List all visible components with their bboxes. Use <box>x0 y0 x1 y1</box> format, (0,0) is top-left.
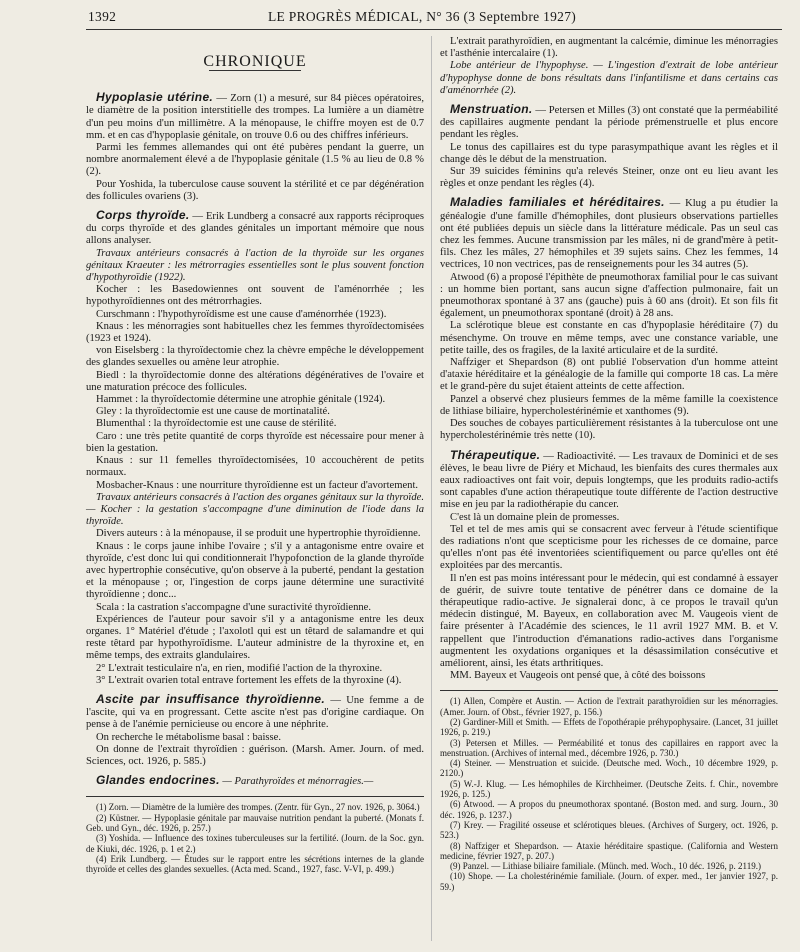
paragraph: Hammet : la thyroïdectomie détermine une atrophie génitale (1924). <box>96 394 386 406</box>
paragraph: Expériences de l'auteur pour savoir s'il y a antagonisme entre les deux organes. 1° Matériel d'étude ; l'axolotl qui est un têtard de salamandre et qui reste têtard par hypothyroïdisme. L'auteur administre de la thyroxine et, en même temps, des extraits glandulaires. <box>86 613 424 662</box>
running-header <box>88 9 780 29</box>
paragraph: Knaus : les ménorragies sont habituelles chez les femmes thyroïdectomisées (1923 et 1924). <box>86 320 424 345</box>
page-number: 1392 <box>88 9 117 24</box>
paragraph: L'extrait parathyroïdien, en augmentant la calcémie, diminue les ménorragies et l'asthénie intercalaire (1). <box>440 36 778 60</box>
footnotes-left <box>86 802 424 874</box>
paragraph: Travaux antérieurs consacrés à l'action des organes génitaux sur la thyroïde. — Kocher : la gestation s'accompagne d'une diminution de l'iode dans la thyroïde. <box>86 491 424 528</box>
paragraph: C'est là un domaine plein de promesses. <box>450 511 620 523</box>
footnote: (7) Krey. — Fragilité osseuse et sclérotiques bleues. (Archives of Surgery, oct. 1926, p. 523.) <box>440 819 778 841</box>
paragraph: Divers auteurs : à la ménopause, il se produit une hypertrophie thyroïdienne. <box>96 528 421 540</box>
footnote: (1) Zorn. — Diamètre de la lumière des trompes. (Zentr. für Gyn., 27 nov. 1926, p. 3064.) <box>96 802 420 813</box>
paragraph: von Eiselsberg : la thyroïdectomie chez la chèvre empêche le développement des glandes sexuelles ou amène leur atrophie. <box>86 345 424 369</box>
heading-corps-thyroide: Corps thyroïde. <box>96 208 190 223</box>
paragraph: — Une femme a de l'ascite, qui va en progressant. Cette ascite n'est pas d'origine cardiaque. On pense à de l'anémie pernicieuse ou encore à une néphrite. <box>86 694 425 731</box>
paragraph: Lobe antérieur de l'hypophyse. — L'ingestion d'extrait de lobe antérieur d'hypophyse donne de bons résultats dans l'infantilisme et dans certains cas d'aménorrhée (2). <box>440 60 778 96</box>
header-rule <box>86 29 782 30</box>
paragraph: Knaus : le corps jaune inhibe l'ovaire ; s'il y a antagonisme entre ovaire et thyroïde, c'est donc lui qui conditionnerait l'hypofonction de la glande thyroïde avec hypertrophie consécutive, qu'on observe à la puberté, pendant la gestation et la ménopause ; or, l'ingestion de corps jaune détermine une suractivité thyroïdienne ; donc... <box>86 540 424 601</box>
paragraph: Tel et tel de mes amis qui se consacrent avec ferveur à l'étude scientifique des radiations n'ont que scepticisme pour les richesses de ce domaine, parce qu'elles n'ont pas été inventoriées scientifiquement ou parce qu'elles ont été exploitées par des mercantis. <box>440 523 778 572</box>
paragraph: 3° L'extrait ovarien total entrave fortement les effets de la thyroxine (4). <box>96 674 402 686</box>
paragraph: Il n'en est pas moins intéressant pour le médecin, qui est condamné à essayer de guérir, de suivre toute tentative de pénétrer dans ce domaine de la thérapeutique radio-active. Je signalerai donc, à ce propos le travail qu'un médecin distingué, M. Bayeux, en collaboration avec M. Vaugeois vient de faire présenter à l'Académie des sciences, le 11 avril 1927 MM. B. et V. rappellent que l'introduction d'émanations radio-actives dans l'organisme augmentent les oxydations organiques et la désassimilation consécutive et améliorent, ainsi, les états arthritiques. <box>440 572 778 669</box>
heading-hypoplasie: Hypoplasie utérine. <box>96 90 214 105</box>
paragraph: Blumenthal : la thyroïdectomie est une cause de stérilité. <box>96 418 337 430</box>
paragraph: Biedl : la thyroïdectomie donne des altérations dégénératives de l'ovaire et une maturation précoce des follicules. <box>86 369 424 393</box>
paragraph: — Erik Lundberg a consacré aux rapports réciproques du corps thyroïde et des glandes génitales un important mémoire que nous allons analyser. <box>86 211 424 247</box>
section-title <box>86 53 424 71</box>
paragraph: On recherche le métabolisme basal : baisse. <box>96 731 282 743</box>
paragraph: Curschmann : l'hypothyroïdisme est une cause d'aménorrhée (1923). <box>96 308 387 320</box>
footnote: (1) Allen, Compère et Austin. — Action de l'extrait parathyroïdien sur les ménorragies. (Amer. Journ. of Obst., février 1927, p. 156.) <box>440 696 778 717</box>
paragraph: MM. Bayeux et Vaugeois ont pensé que, à côté des boissons <box>450 670 706 682</box>
paragraph: Panzel a observé chez plusieurs femmes de la même famille la coexistence de lithiase biliaire, hypercholestérinémie et xanthomes (9). <box>440 393 778 417</box>
footnote: (6) Atwood. — A propos du pneumothorax spontané. (Boston med. and surg. Journ., 30 déc. 1926, p. 1237.) <box>440 799 778 820</box>
paragraph: La sclérotique bleue est constante en cas d'hypoplasie héréditaire (7) du mésenchyme. On trouve en même temps, avec une constance variable, une petite taille, des os fragiles, de la laxité articulaire et de la surdité. <box>440 320 778 356</box>
paragraph: Naffziger et Shepardson (8) ont publié l'observation d'un homme atteint d'ataxie héréditaire et la généalogie de la famille qui comporte 18 cas. La mère et le grand-père du sujet étaient atteints de cette affection. <box>440 357 778 393</box>
paragraph: — Parathyroïdes et ménorragies.— <box>222 776 374 788</box>
footnote: (2) Gardiner-Mill et Smith. — Effets de l'opothérapie préhypophysaire. (Lancet, 31 juillet 1926, p. 219.) <box>440 716 778 738</box>
column-divider <box>431 36 432 941</box>
paragraph: Pour Yoshida, la tuberculose cause souvent la stérilité et ce par dégénération des follicules ovariens (3). <box>86 178 424 202</box>
footnote: (3) Petersen et Milles. — Perméabilité et tonus des capillaires en rapport avec la menstruation. (Archives of internal med., décembre 1926, p. 730.) <box>440 737 778 758</box>
paragraph: Le tonus des capillaires est du type parasympathique avant les règles et il change dès le début de la menstruation. <box>440 141 778 165</box>
footnote: (10) Shope. — La cholestérinémie familiale. (Journ. of exper. med., 1er janvier 1927, p. 59.) <box>440 871 778 892</box>
chronique-heading: CHRONIQUE <box>203 53 307 70</box>
heading-glandes-endocrines: Glandes endocrines. <box>96 773 220 788</box>
heading-therapeutique: Thérapeutique. <box>450 447 541 462</box>
paragraph: Mosbacher-Knaus : une nourriture thyroïdienne est un facteur d'avortement. <box>96 479 419 491</box>
heading-ascite: Ascite par insuffisance thyroïdienne. <box>96 691 325 706</box>
paragraph: Gley : la thyroïdectomie est une cause de mortinatalité. <box>96 406 330 418</box>
paragraph: Atwood (6) a proposé l'épithète de pneumothorax familial pour le cas suivant : un homme bien portant, sans aucun signe d'affection pulmonaire, fait un pneumothorax spontané à 37 ans (gauche) puis à 60 ans (droit). Et son fils fit également, un pneumothorax spontané (droit) à 28 ans. <box>440 271 778 320</box>
paragraph: Sur 39 suicides féminins qu'a relevés Steiner, onze ont eu lieu avant les règles et onze pendant les règles (4). <box>440 166 778 190</box>
paragraph: — Radioactivité. — Les travaux de Dominici et de ses élèves, le beau livre de Piéry et Michaud, les bienfaits des cures thermales aux eaux radioactives ont fait voir, depuis longtemps, que les produits radio-actifs sont capables d'une action thérapeutique toute différente de l'action destructive mise en jeu par la radiothérapie du cancer. <box>440 450 778 511</box>
left-column <box>86 36 424 874</box>
footnote: (4) Steiner. — Menstruation et suicide. (Deutsche med. Woch., 10 décembre 1929, p. 2120.) <box>440 758 778 779</box>
footnote-rule <box>440 690 778 691</box>
paragraph: — Petersen et Milles (3) ont constaté que la perméabilité des capillaires augmente pendant la période prémenstruelle et plus encore pendant les règles. <box>440 105 778 141</box>
footnote: (4) Erik Lundberg. — Études sur le rapport entre les sécrétions internes de la glande thyroïde et celles des glandes sexuelles. (Acta med. Scand., 1927, fasc. V-VI, p. 499.) <box>86 853 424 875</box>
footnote: (2) Küstner. — Hypoplasie génitale par mauvaise nutrition pendant la puberté. (Monats f. Geb. und Gyn., déc. 1926, p. 257.) <box>86 812 424 833</box>
footnote: (8) Naffziger et Shepardson. — Ataxie héréditaire spastique. (California and Western medicine, février 1927, p. 207.) <box>440 840 778 861</box>
paragraph: — Zorn (1) a mesuré, sur 84 pièces opératoires, le diamètre de la position interstitielle des trompes. La lumière a un diamètre d'un peu moins d'un millimètre. A la ménopause, le chiffre moyen est de 0.7 mm. et en cas d'hypoplasie génitale, on trouve 0.6 ou des chiffres inférieurs. <box>86 93 425 141</box>
title-underline <box>209 70 301 71</box>
journal-title: LE PROGRÈS MÉDICAL, N° 36 (3 Septembre 1927) <box>268 9 577 24</box>
paragraph: Des souches de cobayes particulièrement résistantes à la tuberculose ont une hypercholestérinémie très nette (10). <box>440 418 778 442</box>
paragraph: Scala : la castration s'accompagne d'une suractivité thyroïdienne. <box>96 601 372 613</box>
heading-menstruation: Menstruation. <box>450 102 533 117</box>
footnote-rule <box>86 796 424 797</box>
paragraph: Knaus : sur 11 femelles thyroïdectomisées, 10 accouchèrent de petits normaux. <box>86 455 424 479</box>
paragraph: On donne de l'extrait thyroïdien : guérison. (Marsh. Amer. Journ. of med. Sciences, oct. 1926, p. 585.) <box>86 743 424 767</box>
paragraph: Kocher : les Basedowiennes ont souvent de l'aménorrhée ; les hypothyroïdiennes ont des métrorrhagies. <box>86 284 424 308</box>
footnote: (5) W.-J. Klug. — Les hémophiles de Kirchheimer. (Deutsche Zeits. f. Chir., novembre 1926, p. 125.) <box>440 778 778 800</box>
paragraph: Parmi les femmes allemandes qui ont été pubères pendant la guerre, un nombre anormalement élevé a de l'hypoplasie génitale (1.5 % au lieu de 0.8 % (2). <box>86 142 424 178</box>
paragraph: — Klug a pu étudier la généalogie d'une famille d'hémophiles, dont plusieurs observations partielles ont été publiées depuis un siècle dans la littérature médicale. Pas un seul cas chez les femmes. Aucune transmission par les mâles, ni de grand'mère à petit-fils. Chez les mâles, 27 hémophiles et 39 sujets sains. Chez les femmes, 14 vectrices, 10 non vectrices, pas de renseignements pour les 34 autres (5). <box>440 198 778 271</box>
footnote: (9) Panzel. — Lithiase biliaire familiale. (Münch. med. Woch., 10 déc. 1926, p. 2119.) <box>450 861 761 872</box>
paragraph: Travaux antérieurs consacrés à l'action de la thyroïde sur les organes génitaux Kraeuter : les métrorragies essentielles sont le plus souvent fonction d'hypothyroïdie (1922). <box>86 247 424 284</box>
heading-maladies-familiales: Maladies familiales et héréditaires. <box>450 195 665 210</box>
paragraph: Caro : une très petite quantité de corps thyroïde est nécessaire pour mener à bien la gestation. <box>86 430 424 454</box>
right-column <box>440 36 778 892</box>
footnotes-right <box>440 696 778 892</box>
footnote: (3) Yoshida. — Influence des toxines tuberculeuses sur la fertilité. (Journ. de la Soc. gyn. de Kiuki, déc. 1926, p. 1 et 2.) <box>86 833 424 854</box>
paragraph: 2° L'extrait testiculaire n'a, en rien, modifié l'action de la thyroxine. <box>96 662 383 674</box>
